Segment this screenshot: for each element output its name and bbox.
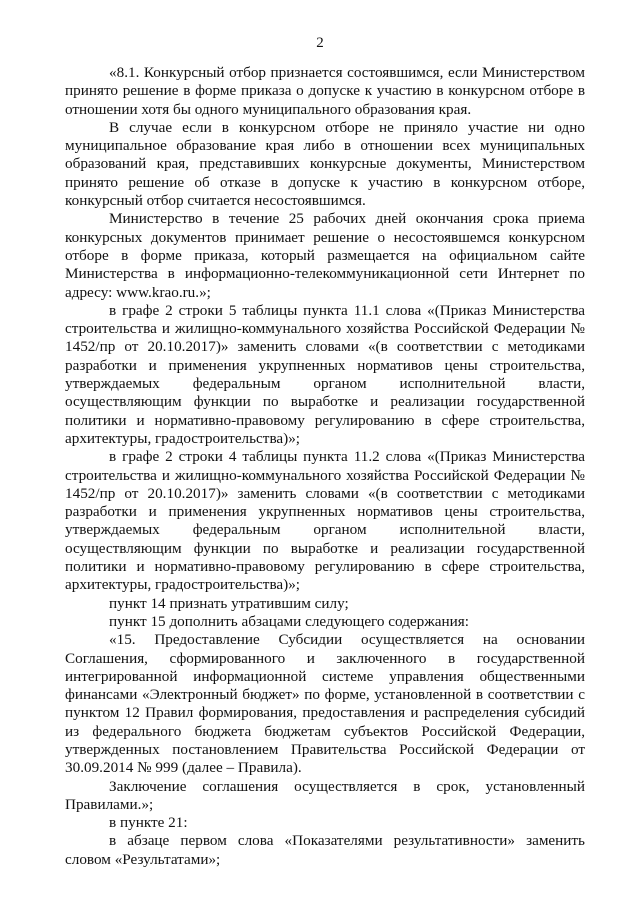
page-number: 2 — [316, 35, 324, 51]
paragraph: пункт 14 признать утратившим силу; — [109, 594, 349, 612]
paragraph: В случае если в конкурсном отборе не приняло участие ни одно муниципальное образование края либо в отношении всех муниципальных образований края, представивших конкурсные документы, Министерством принято решение об отказе в допуске к участию в конкурсном отборе, конкурсный отбор считается несостоявшимся. — [65, 118, 585, 210]
paragraph: Министерство в течение 25 рабочих дней окончания срока приема конкурсных документов принимает решение о несостоявшемся конкурсном отборе в форме приказа, который размещается на официальном сайте Министерства в информационно-телекоммуникационной сети Интернет по адресу: www.krao.ru.»; — [65, 210, 585, 301]
document-body — [65, 64, 585, 869]
paragraph: «8.1. Конкурсный отбор признается состоявшимся, если Министерством принято решение в форме приказа о допуске к участию в конкурсном отборе в отношении хотя бы одного муниципального образования края. — [65, 64, 585, 118]
paragraph: пункт 15 дополнить абзацами следующего содержания: — [109, 612, 469, 630]
paragraph: в графе 2 строки 4 таблицы пункта 11.2 слова «(Приказ Министерства строительства и жилищно-коммунального хозяйства Российской Федерации № 1452/пр от 20.10.2017)» заменить словами «(в соответствии с методиками разработки и применения укрупненных нормативов цены строительства, утверждаемых федеральным органом исполнительной власти, осуществляющим функции по выработке и реализации государственной политики и нормативно-правовому регулированию в сфере строительства, архитектуры, градостроительства)»; — [65, 448, 585, 594]
paragraph: «15. Предоставление Субсидии осуществляется на основании Соглашения, сформированного и заключенного в государственной интегрированной информационной системе управления общественными финансами «Электронный бюджет» по форме, установленной в соответствии с пунктом 12 Правил формирования, предоставления и распределения субсидий из федерального бюджета бюджетам субъектов Российской Федерации, утвержденных постановлением Правительства Российской Федерации от 30.09.2014 № 999 (далее – Правила). — [65, 631, 585, 777]
paragraph: в графе 2 строки 5 таблицы пункта 11.1 слова «(Приказ Министерства строительства и жилищно-коммунального хозяйства Российской Федерации № 1452/пр от 20.10.2017)» заменить словами «(в соответствии с методиками разработки и применения укрупненных нормативов цены строительства, утверждаемых федеральным органом исполнительной власти, осуществляющим функции по выработке и реализации государственной политики и нормативно-правовому регулированию в сфере строительства, архитектуры, градостроительства)»; — [65, 301, 585, 447]
paragraph: в пункте 21: — [109, 814, 188, 832]
paragraph: в абзаце первом слова «Показателями результативности» заменить словом «Результатами»; — [65, 832, 585, 868]
paragraph: Заключение соглашения осуществляется в срок, установленный Правилами.»; — [65, 777, 585, 813]
